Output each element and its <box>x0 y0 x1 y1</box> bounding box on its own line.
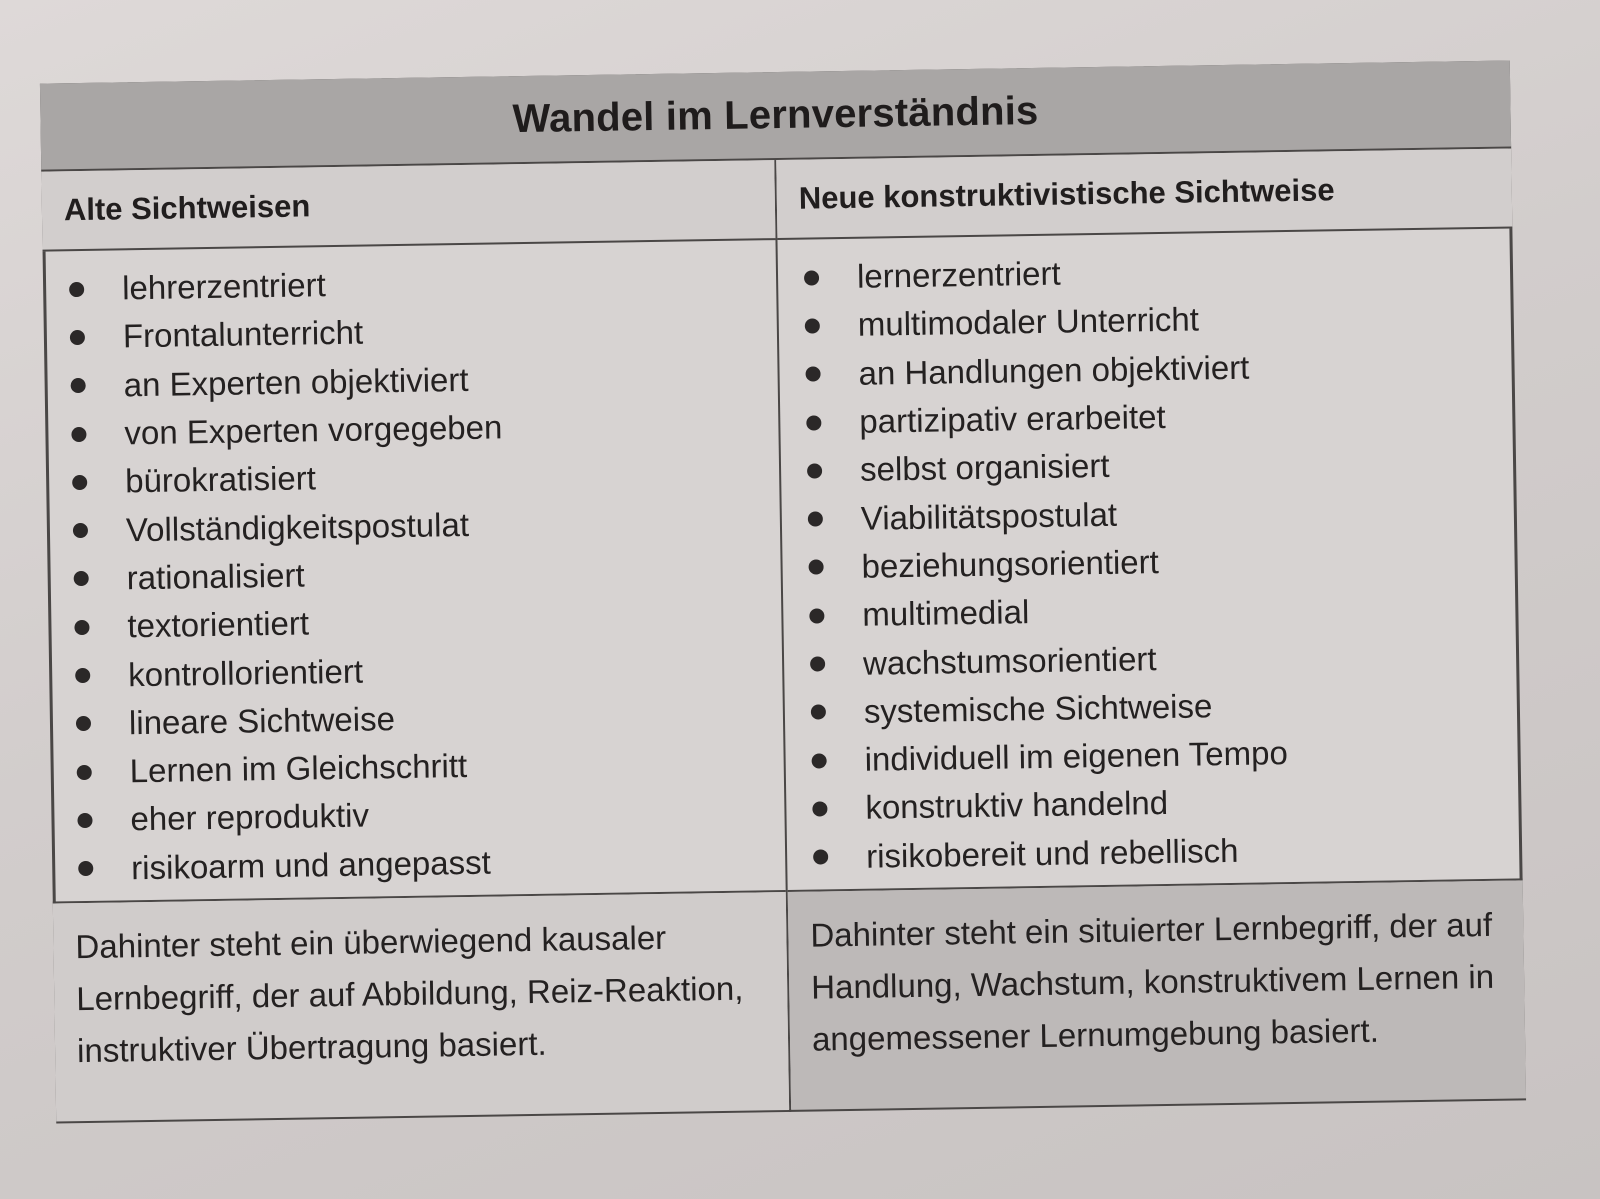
list-item-text: an Handlungen objektiviert <box>858 348 1250 392</box>
list-item-text: konstruktiv handelnd <box>865 784 1169 827</box>
bullet-icon <box>73 523 88 538</box>
bullet-icon <box>812 801 827 816</box>
list-item-text: rationalisiert <box>126 556 305 597</box>
list-item-text: Viabilitätspostulat <box>860 495 1118 537</box>
list-item-text: risikoarm und angepasst <box>130 843 492 886</box>
column-heading-old-text: Alte Sichtweisen <box>63 188 311 228</box>
bullet-icon <box>811 705 826 720</box>
bullet-icon <box>809 608 824 623</box>
old-views-list <box>43 240 786 903</box>
new-views-summary: Dahinter steht ein situierter Lernbegriff, der auf Handlung, Wachstum, konstruktivem Lernen in angemessener Lernumgebung basiert. <box>788 880 1526 1110</box>
table-title: Wandel im Lernverständnis <box>512 88 1039 141</box>
column-old-views <box>41 160 791 1123</box>
list-item-text: beziehungsorientiert <box>861 543 1160 585</box>
bullet-icon <box>810 656 825 671</box>
column-new-views <box>776 149 1526 1112</box>
list-item-text: selbst organisiert <box>859 447 1110 489</box>
comparison-table <box>40 61 1526 1124</box>
bullet-icon <box>69 282 84 297</box>
list-item-text: systemische Sichtweise <box>863 687 1213 730</box>
bullet-icon <box>77 764 92 779</box>
column-heading-new-text: Neue konstruktivistische Sichtweise <box>798 172 1335 216</box>
column-heading-new <box>776 149 1512 241</box>
bullet-icon <box>71 426 86 441</box>
list-item-text: lernerzentriert <box>856 254 1061 295</box>
bullet-icon <box>75 668 90 683</box>
bullet-icon <box>77 813 92 828</box>
bullet-icon <box>813 850 828 865</box>
list-item-text: bürokratisiert <box>124 459 317 500</box>
bullet-icon <box>805 367 820 382</box>
list-item-text: Lernen im Gleichschritt <box>129 747 468 790</box>
new-views-list <box>777 228 1522 891</box>
bullet-icon <box>76 716 91 731</box>
bullet-icon <box>809 560 824 575</box>
bullet-icon <box>806 415 821 430</box>
list-item-text: Vollständigkeitspostulat <box>125 505 470 548</box>
list-item-text: multimedial <box>862 593 1030 633</box>
bullet-icon <box>812 753 827 768</box>
list-item <box>787 822 1523 882</box>
old-views-summary: Dahinter steht ein überwiegend kausaler Lernbegriff, der auf Abbildung, Reiz-Reaktion, instruktiver Übertragung basiert. <box>53 892 789 1121</box>
list-item-text: kontrollorientiert <box>127 652 364 693</box>
bullet-icon <box>808 511 823 526</box>
list-item-text: multimodaler Unterricht <box>857 300 1200 344</box>
column-heading-old <box>41 160 775 252</box>
list-item-text: risikobereit und rebellisch <box>865 831 1239 875</box>
bullet-icon <box>74 620 89 635</box>
bullet-icon <box>70 330 85 345</box>
list-item-text: lineare Sichtweise <box>128 699 396 742</box>
list-item-text: partizipativ erarbeitet <box>859 398 1166 440</box>
list-item-text: wachstumsorientiert <box>862 639 1157 682</box>
bullet-icon <box>71 378 86 393</box>
bullet-icon <box>804 270 819 285</box>
list-item-text: an Experten objektiviert <box>123 360 469 404</box>
list-item-text: individuell im eigenen Tempo <box>864 734 1289 778</box>
list-item-text: lehrerzentriert <box>121 266 326 307</box>
bullet-icon <box>805 318 820 333</box>
list-item-text: textorientiert <box>127 604 310 645</box>
list-item-text: Frontalunterricht <box>122 314 364 355</box>
bullet-icon <box>74 571 89 586</box>
bullet-icon <box>807 463 822 478</box>
list-item-text: eher reproduktiv <box>130 796 370 838</box>
list-item <box>52 834 786 894</box>
bullet-icon <box>72 475 87 490</box>
list-item-text: von Experten vorgegeben <box>124 408 503 452</box>
bullet-icon <box>78 861 93 876</box>
